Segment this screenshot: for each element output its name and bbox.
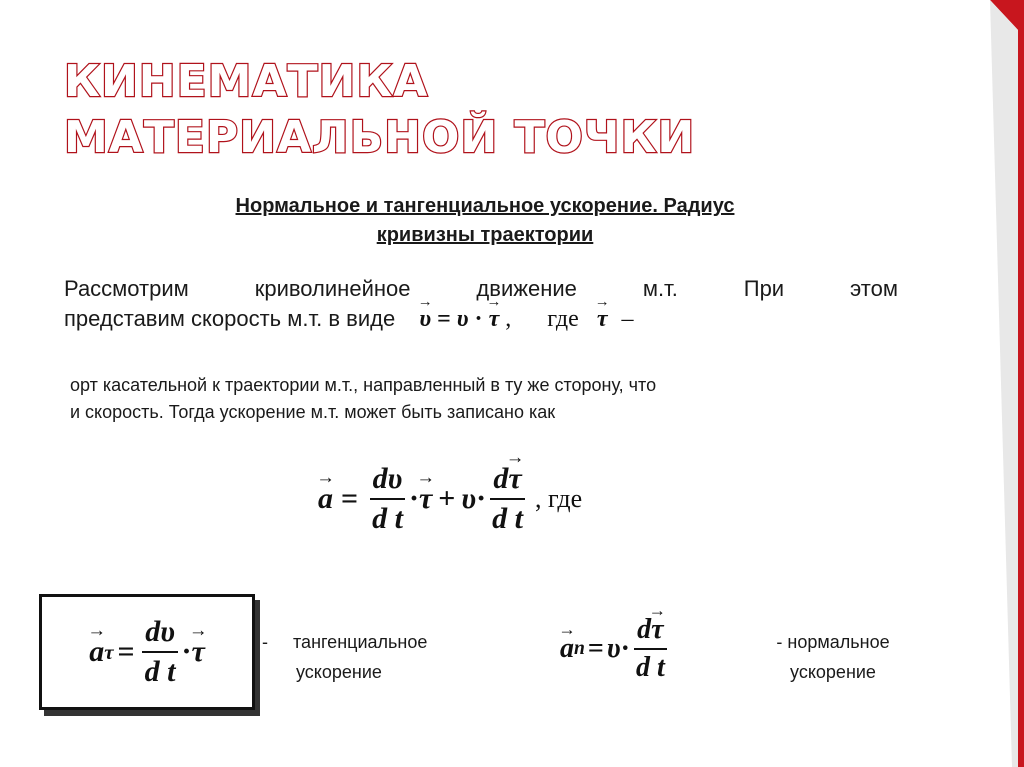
fraction-numerator xyxy=(490,462,524,500)
velocity-magnitude-symbol: υ xyxy=(456,306,469,332)
ort-line-2: и скорость. Тогда ускорение м.т. может быть записано как xyxy=(70,402,556,422)
fraction-denominator: d t xyxy=(372,502,403,535)
tangential-label-line-1 xyxy=(262,627,427,657)
acceleration-vector: → a xyxy=(89,635,104,669)
d-symbol: d xyxy=(637,614,652,645)
tangential-label xyxy=(262,627,427,687)
tau-vector: → τ xyxy=(419,482,432,516)
intro-paragraph xyxy=(64,276,898,333)
subtitle-line-1: Нормальное и тангенциальное ускорение. Радиус xyxy=(235,195,735,217)
acceleration-vector: → a xyxy=(560,633,574,665)
tau-subscript: τ xyxy=(104,639,114,664)
dot-operator: · xyxy=(474,306,483,332)
fraction-denominator: d t xyxy=(635,652,665,683)
fraction-numerator: dυ xyxy=(370,462,406,500)
ort-paragraph xyxy=(70,372,930,426)
subtitle-line-2: кривизны траектории xyxy=(376,224,594,246)
title-line-2: МАТЕРИАЛЬНОЙ ТОЧКИ xyxy=(64,112,696,163)
fraction-denominator: d t xyxy=(144,655,176,688)
where-word: , где xyxy=(534,484,583,513)
normal-label-line-1: - нормальное xyxy=(776,632,890,652)
dot-operator: · xyxy=(408,482,419,515)
normal-label xyxy=(743,627,923,687)
n-subscript: n xyxy=(574,638,585,659)
ort-line-1: орт касательной к траектории м.т., направленный в ту же сторону, что xyxy=(70,375,657,395)
dot-operator: · xyxy=(620,633,630,664)
section-subtitle xyxy=(110,192,860,250)
tau-vector: → τ xyxy=(508,462,521,496)
tau-vector: → τ xyxy=(651,614,663,646)
fraction-numerator xyxy=(634,614,666,650)
tau-vector: → τ xyxy=(191,635,204,669)
dv-dt-fraction xyxy=(142,615,179,689)
comma: , xyxy=(505,306,512,332)
intro-word: м.т. xyxy=(642,276,678,301)
tau-vector-symbol xyxy=(597,306,614,332)
dot-operator: · xyxy=(476,482,487,515)
intro-line-2 xyxy=(64,306,898,333)
velocity-formula xyxy=(419,306,517,332)
dv-dt-fraction xyxy=(369,462,406,536)
fraction-denominator: d t xyxy=(492,502,523,535)
acceleration-equation xyxy=(318,462,582,536)
intro-line-1 xyxy=(64,276,898,302)
slide-title xyxy=(64,54,695,166)
intro-word: этом xyxy=(850,276,898,301)
tau-vector: → τ xyxy=(597,306,608,333)
dash: – xyxy=(621,306,634,332)
tangential-word: тангенциальное xyxy=(293,632,428,652)
normal-equation xyxy=(560,614,671,684)
tangential-label-line-2: ускорение xyxy=(296,662,382,682)
equals-sign: = xyxy=(587,633,604,664)
dtau-dt-fraction xyxy=(489,462,526,536)
plus-sign: + xyxy=(438,482,456,515)
corner-decoration xyxy=(990,0,1024,767)
intro-word: криволинейное xyxy=(254,276,411,301)
normal-label-line-2: ускорение xyxy=(790,662,876,682)
dash: - xyxy=(262,632,268,652)
fraction-numerator: dυ xyxy=(142,615,178,653)
acceleration-vector: → a xyxy=(318,482,333,516)
equals-sign: = xyxy=(117,635,135,668)
velocity-magnitude: υ xyxy=(606,633,621,664)
dot-operator: · xyxy=(181,635,192,668)
where-word: где xyxy=(547,306,579,332)
velocity-vector-symbol: → υ xyxy=(419,306,431,333)
tangential-formula-box xyxy=(39,594,255,710)
intro-word: При xyxy=(743,276,785,301)
tau-vector-symbol: → τ xyxy=(489,306,500,333)
d-symbol: d xyxy=(493,462,509,495)
tangential-equation xyxy=(89,615,205,689)
equals-sign: = xyxy=(341,482,359,515)
intro-line-2-text: представим скорость м.т. в виде xyxy=(64,306,396,331)
dtau-dt-fraction xyxy=(633,614,668,684)
title-line-1: КИНЕМАТИКА xyxy=(64,56,429,107)
intro-word: движение xyxy=(476,276,577,301)
intro-word: Рассмотрим xyxy=(64,276,189,301)
velocity-magnitude: υ xyxy=(461,482,477,515)
equals-sign: = xyxy=(437,306,451,332)
